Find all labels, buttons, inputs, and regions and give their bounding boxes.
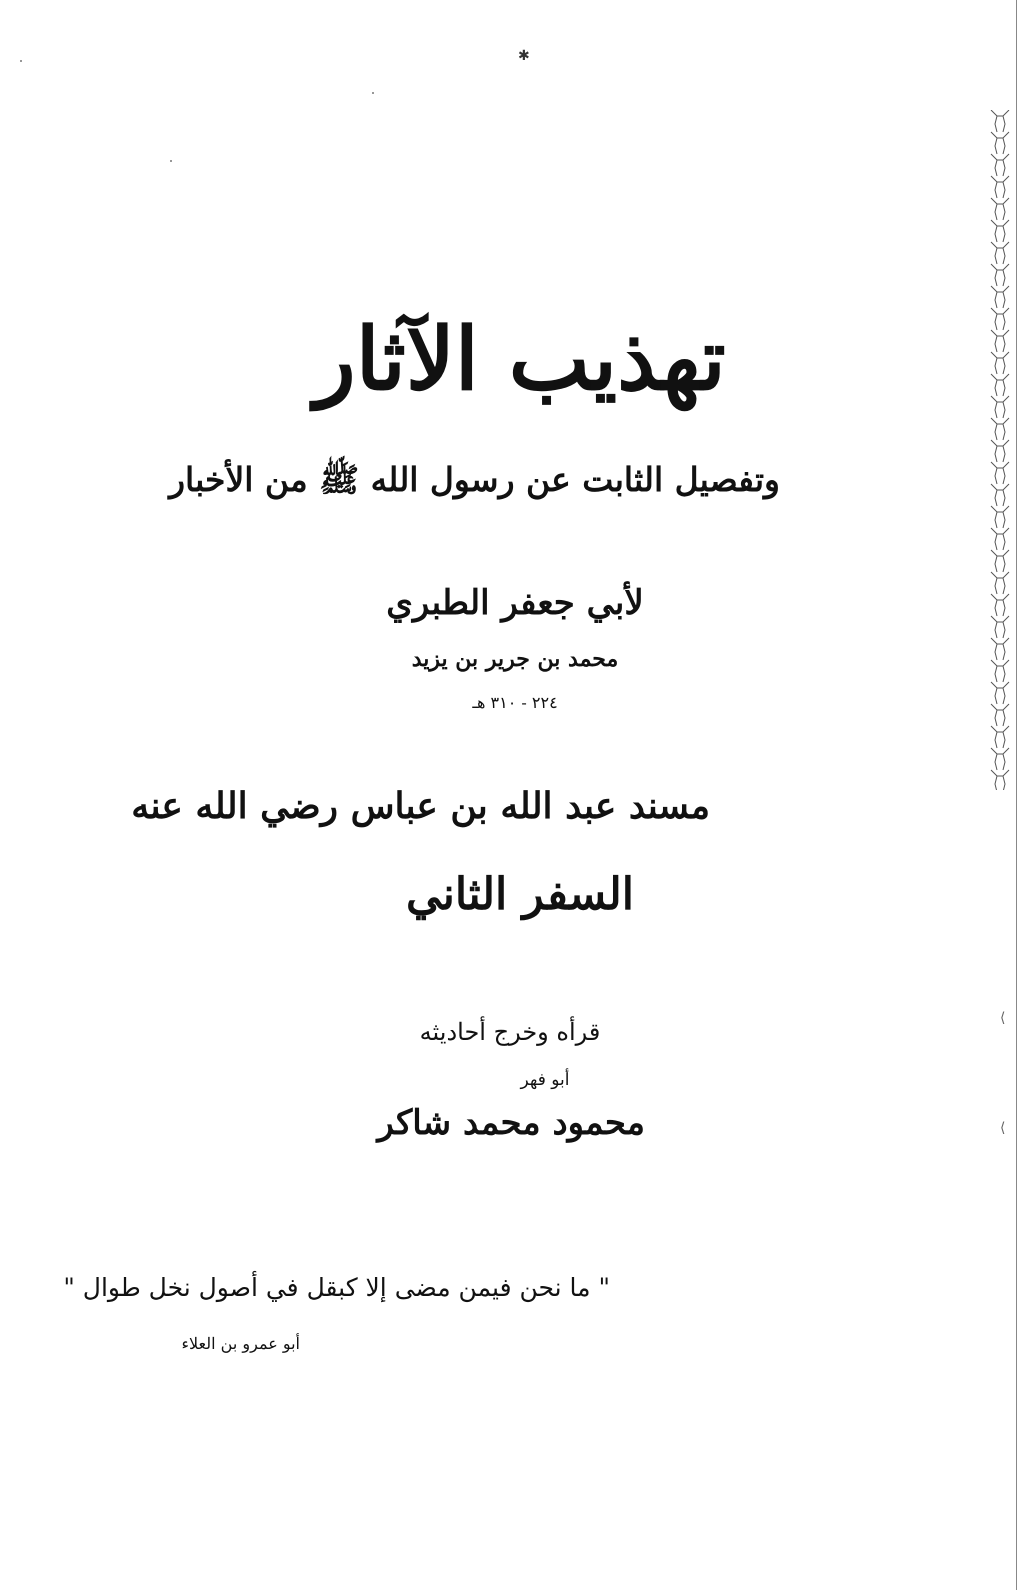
author-full-name: محمد بن جرير بن يزيد — [411, 646, 619, 672]
epigraph-attribution: أبو عمرو بن العلاء — [181, 1334, 300, 1353]
editor-credit: قرأه وخرج أحاديثه — [419, 1018, 601, 1046]
star-ornament-icon: ✱ — [518, 48, 530, 64]
ink-speck — [170, 160, 172, 162]
edge-bracket-icon: ⟨ — [1000, 1010, 1006, 1026]
editor-name: محمود محمد شاكر — [377, 1103, 645, 1143]
volume-title: السفر الثاني — [406, 869, 634, 920]
decorative-border-icon — [983, 110, 1017, 790]
author-name: لأبي جعفر الطبري — [386, 583, 644, 623]
ink-speck — [372, 92, 374, 94]
editor-kunya: أبو فهر — [520, 1070, 570, 1090]
edge-bracket-icon: ⟨ — [1000, 1120, 1006, 1136]
epigraph-verse: " ما نحن فيمن مضى إلا كبقل في أصول نخل طوال " — [63, 1273, 610, 1302]
author-dates: ٢٢٤ - ٣١٠ هـ — [472, 693, 558, 712]
book-subtitle: وتفصيل الثابت عن رسول الله ﷺ من الأخبار — [169, 460, 780, 499]
ink-speck — [20, 60, 22, 62]
book-title: تهذيب الآثار — [314, 309, 726, 410]
musnad-title: مسند عبد الله بن عباس رضي الله عنه — [131, 785, 710, 827]
